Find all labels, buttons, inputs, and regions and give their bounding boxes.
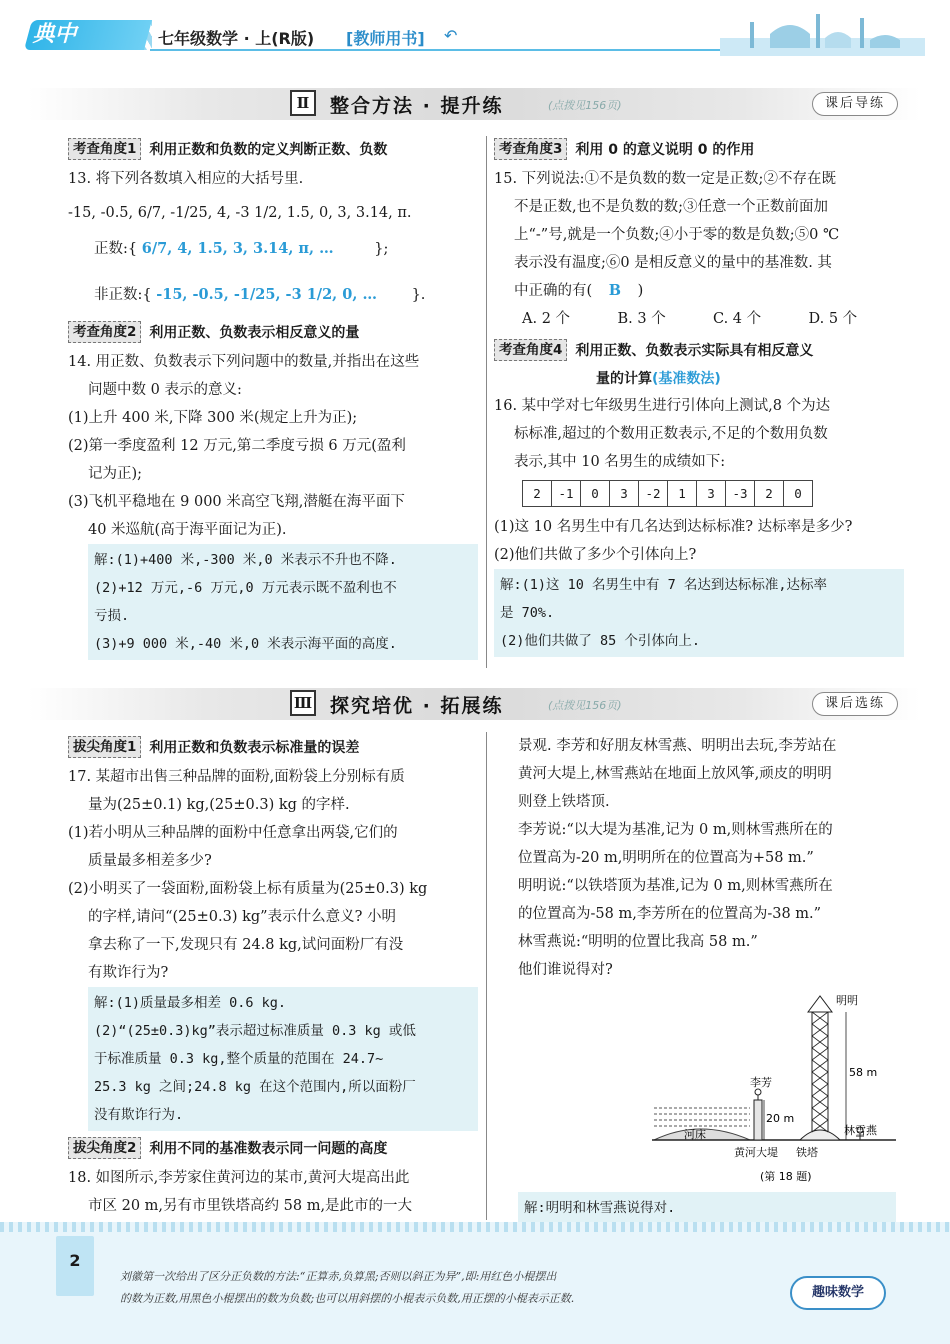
question-16: 16. 某中学对七年级男生进行引体向上测试,8 个为达 — [494, 398, 831, 414]
angle-label: 利用正数和负数的定义判断正数、负数 — [149, 142, 388, 158]
answer-line: (2)+12 万元,-6 万元,0 万元表示既不盈利也不 — [94, 580, 397, 596]
q18-line: 市区 20 m,另有市里铁塔高约 58 m,是此市的一大 — [88, 1198, 413, 1214]
angle-label: 利用不同的基准数表示同一问题的高度 — [149, 1141, 388, 1157]
q13-numbers: -15, -0.5, 6/7, -1/25, 4, -3 1/2, 1.5, 0, 3, 3.14, π. — [68, 205, 412, 221]
angle-label-cont: 量的计算 — [596, 371, 652, 387]
q17-part2-cont: 拿去称了一下,发现只有 24.8 kg,试问面粉厂有没 — [88, 937, 404, 953]
footer-note — [120, 1266, 780, 1310]
angle-box: 拔尖角度2 — [68, 1137, 141, 1159]
q15-line: 表示没有温度;⑥0 是相反意义的量中的基准数. 其 — [514, 255, 832, 271]
q17-part2-cont: 的字样,请问“(25±0.3) kg”表示什么意义? 小明 — [88, 909, 396, 925]
score-cell: 3 — [697, 481, 726, 507]
answer-14 — [88, 544, 478, 660]
option-b: B. 3 个 — [617, 311, 666, 327]
footer-line: 的数为正数,用黑色小棍摆出的数为负数;也可以用斜摆的小棍表示负数,用正摆的小棍表示正数. — [120, 1292, 575, 1305]
answer-line: 亏损. — [94, 608, 130, 624]
question-17: 17. 某超市出售三种品牌的面粉,面粉袋上分别标有质 — [68, 769, 405, 785]
question-14-cont: 问题中数 0 表示的意义: — [88, 382, 242, 398]
figure-caption: (第 18 题) — [760, 1170, 812, 1183]
score-row — [523, 481, 813, 507]
q14-part2: (2)第一季度盈利 12 万元,第二季度亏损 6 万元(盈利 — [68, 438, 406, 454]
q17-part1: (1)若小明从三种品牌的面粉中任意拿出两袋,它们的 — [68, 825, 398, 841]
q18-line: 位置高为-20 m,明明所在的位置高为+58 m.” — [518, 850, 814, 866]
label-58m: 58 m — [849, 1066, 878, 1079]
dike — [754, 1100, 762, 1140]
return-arrow-icon: ↶ — [444, 26, 458, 45]
header-rule — [150, 49, 810, 51]
score-cell: -3 — [726, 481, 755, 507]
section-number: Ⅱ — [290, 90, 316, 116]
angle-box: 拔尖角度1 — [68, 736, 141, 758]
q15-answer: B — [608, 282, 622, 299]
q16-part2: (2)他们共做了多少个引体向上? — [494, 547, 697, 563]
section-banner-2 — [28, 88, 920, 120]
q15-line: 上“-”号,就是一个负数;④小于零的数是负数;⑤0 ℃ — [514, 227, 840, 243]
column-divider — [486, 732, 487, 1220]
answer-line: 25.3 kg 之间;24.8 kg 在这个范围内,所以面粉厂 — [94, 1079, 416, 1095]
score-cell: -1 — [552, 481, 581, 507]
score-cell: 0 — [581, 481, 610, 507]
teacher-edition-label: [教师用书] — [346, 29, 425, 48]
q18-line: 景观. 李芳和好朋友林雪燕、明明出去玩,李芳站在 — [518, 738, 837, 754]
answer-18 — [518, 1192, 896, 1224]
answer-line: 解:明明和林雪燕说得对. — [524, 1200, 676, 1216]
angle-label: 利用正数、负数表示实际具有相反意义 — [575, 343, 814, 359]
q15-line: 中正确的有( — [514, 283, 593, 299]
option-c: C. 4 个 — [713, 311, 762, 327]
answer-line: (2)他们共做了 85 个引体向上. — [500, 633, 701, 649]
answer-line: (3)+9 000 米,-40 米,0 米表示海平面的高度. — [94, 636, 397, 652]
angle-box: 考查角度1 — [68, 138, 141, 160]
question-14: 14. 用正数、负数表示下列问题中的数量,并指出在这些 — [68, 354, 420, 370]
nonpositive-end: }. — [411, 287, 426, 303]
footer-dots — [0, 1222, 950, 1232]
section-ref: (点拨见156页) — [548, 699, 622, 712]
skyline-illustration — [720, 8, 925, 56]
q15-line: 不是正数,也不是负数的数;③任意一个正数前面加 — [514, 199, 828, 215]
q17-part1-cont: 质量最多相差多少? — [88, 853, 212, 869]
q18-line: 黄河大堤上,林雪燕站在地面上放风筝,顽皮的明明 — [518, 766, 832, 782]
nonpositive-answer: -15, -0.5, -1/25, -3 1/2, 0, … — [156, 286, 377, 303]
label-river: 河床 — [684, 1128, 706, 1141]
figure-18 — [650, 990, 900, 1190]
answer-line: 解:(1)这 10 名男生中有 7 名达到达标标准,达标率 — [500, 577, 828, 593]
column-divider — [486, 136, 487, 668]
angle-label: 利用 0 的意义说明 0 的作用 — [575, 142, 755, 158]
left-column-section3 — [68, 734, 478, 1220]
q14-part2-cont: 记为正); — [88, 466, 143, 482]
page-number: 2 — [56, 1236, 94, 1296]
section-tag: 课后选练 — [812, 692, 898, 716]
q18-line: 林雪燕说:“明明的位置比我高 58 m.” — [518, 934, 758, 950]
score-cell: -2 — [639, 481, 668, 507]
right-column-section3 — [518, 732, 908, 984]
question-13: 13. 将下列各数填入相应的大括号里. — [68, 171, 304, 187]
q17-line: 量为(25±0.1) kg,(25±0.3) kg 的字样. — [88, 797, 350, 813]
q15-paren: ) — [637, 283, 644, 299]
section-banner-3 — [28, 688, 920, 720]
q14-part3-cont: 40 米巡航(高于海平面记为正). — [88, 522, 287, 538]
q16-line: 标标准,超过的个数用正数表示,不足的个数用负数 — [514, 426, 828, 442]
page-header — [0, 0, 950, 62]
left-column-section2 — [68, 136, 478, 660]
q18-line: 则登上铁塔顶. — [518, 794, 610, 810]
q14-part1: (1)上升 400 米,下降 300 米(规定上升为正); — [68, 410, 358, 426]
q16-part1: (1)这 10 名男生中有几名达到达标标准? 达标率是多少? — [494, 519, 853, 535]
answer-16 — [494, 569, 904, 657]
question-15: 15. 下列说法:①不是负数的数一定是正数;②不存在既 — [494, 171, 836, 187]
label-mingming: 明明 — [836, 994, 858, 1007]
series-logo: 典中 — [24, 20, 152, 50]
label-lifang: 李芳 — [750, 1076, 772, 1089]
angle-box: 考查角度2 — [68, 321, 141, 343]
score-cell: 0 — [784, 481, 813, 507]
q14-part3: (3)飞机平稳地在 9 000 米高空飞翔,潜艇在海平面下 — [68, 494, 405, 510]
q18-line: 李芳说:“以大堤为基准,记为 0 m,则林雪燕所在的 — [518, 822, 833, 838]
angle-box: 考查角度4 — [494, 339, 567, 361]
lifang-figure — [755, 1089, 761, 1100]
answer-line: 解:(1)+400 米,-300 米,0 米表示不升也不降. — [94, 552, 397, 568]
option-d: D. 5 个 — [808, 311, 858, 327]
tower — [800, 996, 840, 1140]
section-title: 整合方法 · 提升练 — [330, 95, 504, 117]
fun-math-badge: 趣味数学 — [790, 1276, 886, 1310]
method-label: (基准数法) — [652, 371, 721, 387]
section-tag: 课后导练 — [812, 92, 898, 116]
q16-line: 表示,其中 10 名男生的成绩如下: — [514, 454, 726, 470]
q17-part2-cont: 有欺诈行为? — [88, 965, 169, 981]
question-18: 18. 如图所示,李芳家住黄河边的某市,黄河大堤高出此 — [68, 1170, 410, 1186]
score-cell: 1 — [668, 481, 697, 507]
section-number: Ⅲ — [290, 690, 316, 716]
answer-line: 是 70%. — [500, 605, 555, 621]
score-table — [522, 480, 813, 507]
angle-box: 考查角度3 — [494, 138, 567, 160]
answer-line: 解:(1)质量最多相差 0.6 kg. — [94, 995, 287, 1011]
book-title: 七年级数学 · 上(R版) — [158, 29, 315, 48]
right-column-section2 — [494, 136, 904, 657]
q18-line: 他们谁说得对? — [518, 962, 613, 978]
answer-17 — [88, 987, 478, 1131]
q18-line: 明明说:“以铁塔顶为基准,记为 0 m,则林雪燕所在 — [518, 878, 833, 894]
option-a: A. 2 个 — [522, 311, 571, 327]
label-dike: 黄河大堤 — [734, 1146, 778, 1159]
nonpositive-label: 非正数:{ — [94, 287, 152, 303]
label-tower: 铁塔 — [796, 1146, 818, 1159]
score-cell: 2 — [523, 481, 552, 507]
footer-line: 刘徽第一次给出了区分正负数的方法:“正算赤,负算黑;否则以斜正为异”,即:用红色小棍摆出 — [120, 1270, 557, 1283]
angle-label: 利用正数、负数表示相反意义的量 — [149, 325, 360, 341]
q18-line: 的位置高为-58 m,李芳所在的位置高为-38 m.” — [518, 906, 822, 922]
positive-end: }; — [374, 241, 389, 257]
label-linxueyan: 林雪燕 — [844, 1124, 877, 1137]
answer-line: 于标准质量 0.3 kg,整个质量的范围在 24.7~ — [94, 1051, 384, 1067]
positive-label: 正数:{ — [94, 241, 138, 257]
score-cell: 2 — [755, 481, 784, 507]
q17-part2: (2)小明买了一袋面粉,面粉袋上标有质量为(25±0.3) kg — [68, 881, 428, 897]
answer-line: 没有欺诈行为. — [94, 1107, 184, 1123]
angle-label: 利用正数和负数表示标准量的误差 — [149, 740, 360, 756]
positive-answer: 6/7, 4, 1.5, 3, 3.14, π, … — [141, 240, 334, 257]
section-ref: (点拨见156页) — [548, 99, 622, 112]
score-cell: 3 — [610, 481, 639, 507]
section-title: 探究培优 · 拓展练 — [330, 695, 504, 717]
answer-line: (2)“(25±0.3)kg”表示超过标准质量 0.3 kg 或低 — [94, 1023, 416, 1039]
label-20m: 20 m — [766, 1112, 795, 1125]
